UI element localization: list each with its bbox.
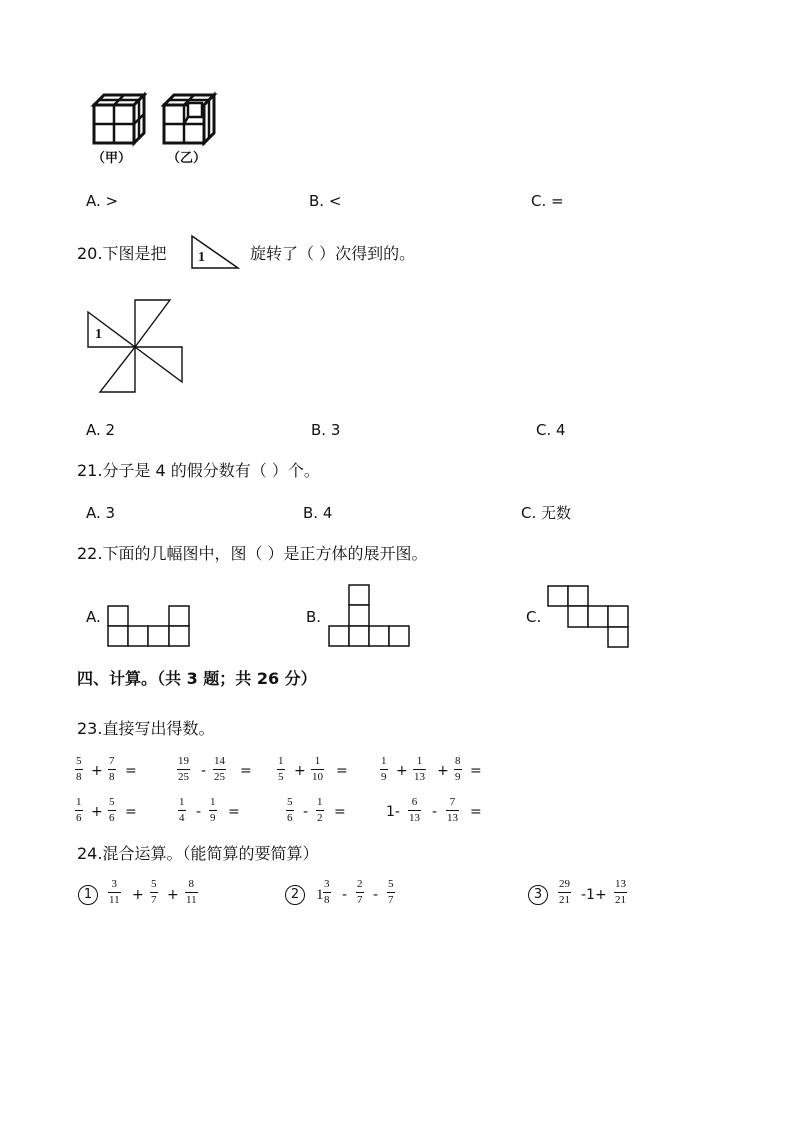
q19-option-b[interactable]: B. < <box>309 192 342 210</box>
cube-jia-label: （甲） <box>92 151 132 166</box>
q22-option-b[interactable]: B. <box>306 608 322 626</box>
cube-yi-label: （乙） <box>167 151 207 166</box>
item-marker-2: 2 <box>285 885 305 905</box>
q19-option-c[interactable]: C. = <box>531 192 564 210</box>
minus-sign: - <box>432 804 438 820</box>
fraction: $\frac{8}{11}$ <box>186 878 197 906</box>
q20-option-c[interactable]: C. 4 <box>536 421 566 439</box>
net-figure-a <box>107 605 197 650</box>
fraction: $\frac{1}{2}$ <box>317 796 323 824</box>
fraction: $\frac{5}{6}$ <box>287 796 293 824</box>
equals-sign: = <box>334 804 346 820</box>
minus-sign: - <box>201 763 207 779</box>
fraction: $\frac{7}{8}$ <box>109 755 115 783</box>
equals-sign: = <box>336 763 348 779</box>
equals-sign: = <box>470 804 482 820</box>
fraction: $\frac{6}{13}$ <box>409 796 420 824</box>
equals-sign: = <box>240 763 252 779</box>
fraction: $\frac{1}{10}$ <box>312 755 323 783</box>
minus-sign: - <box>303 804 309 820</box>
pinwheel-label: 1 <box>95 327 102 342</box>
equals-sign: = <box>470 763 482 779</box>
q22-option-c[interactable]: C. <box>526 608 542 626</box>
equals-sign: = <box>228 804 240 820</box>
minus-sign: - <box>373 887 379 903</box>
plus-sign: + <box>167 887 179 903</box>
plus-sign: + <box>91 763 103 779</box>
item-marker-1: 1 <box>78 885 98 905</box>
q19-option-a[interactable]: A. > <box>86 192 119 210</box>
q21-option-b[interactable]: B. 4 <box>303 504 333 522</box>
fraction: $\frac{1}{5}$ <box>278 755 284 783</box>
plus-sign: + <box>437 763 449 779</box>
cube-jia-figure <box>92 93 152 143</box>
fraction: $\frac{19}{25}$ <box>178 755 189 783</box>
q22-option-a[interactable]: A. <box>86 608 101 626</box>
triangle-label: 1 <box>198 250 205 265</box>
plus-sign: + <box>132 887 144 903</box>
minus-sign: - <box>342 887 348 903</box>
fraction: $\frac{14}{25}$ <box>214 755 225 783</box>
fraction: $\frac{1}{4}$ <box>179 796 185 824</box>
q21-option-a[interactable]: A. 3 <box>86 504 116 522</box>
q20-prefix: 20.下图是把 <box>77 244 167 263</box>
q22-text: 22.下面的几幅图中，图（ ）是正方体的展开图。 <box>77 544 428 563</box>
fraction: $\frac{5}{6}$ <box>109 796 115 824</box>
fraction: $\frac{1}{6}$ <box>76 796 82 824</box>
q21-text: 21.分子是 4 的假分数有（ ）个。 <box>77 461 320 480</box>
equals-sign: = <box>125 804 137 820</box>
one-minus: 1- <box>386 804 400 820</box>
q23-title: 23.直接写出得数。 <box>77 719 215 738</box>
minus-one-plus: -1+ <box>581 887 607 903</box>
fraction: $\frac{7}{13}$ <box>447 796 458 824</box>
pinwheel-figure <box>88 300 188 395</box>
net-figure-b <box>328 584 418 654</box>
q20-suffix: 旋转了（ ）次得到的。 <box>250 244 416 263</box>
fraction: $\frac{13}{21}$ <box>615 878 626 906</box>
plus-sign: + <box>396 763 408 779</box>
q21-option-c[interactable]: C. 无数 <box>521 504 572 522</box>
mixed-whole: 1 <box>316 887 324 903</box>
minus-sign: - <box>196 804 202 820</box>
cube-yi-figure <box>162 93 222 143</box>
fraction: $\frac{5}{8}$ <box>76 755 82 783</box>
q24-title: 24.混合运算。（能简算的要简算） <box>77 844 319 863</box>
fraction: $\frac{5}{7}$ <box>151 878 157 906</box>
triangle-figure <box>188 234 248 272</box>
plus-sign: + <box>294 763 306 779</box>
plus-sign: + <box>91 804 103 820</box>
section4-title: 四、计算。（共 3 题；共 26 分） <box>77 669 317 688</box>
q20-option-a[interactable]: A. 2 <box>86 421 116 439</box>
fraction: $\frac{1}{9}$ <box>210 796 216 824</box>
q20-option-b[interactable]: B. 3 <box>311 421 341 439</box>
fraction: $\frac{3}{8}$ <box>324 878 330 906</box>
fraction: $\frac{2}{7}$ <box>357 878 363 906</box>
net-figure-c <box>547 585 637 655</box>
fraction: $\frac{29}{21}$ <box>559 878 570 906</box>
fraction: $\frac{3}{11}$ <box>109 878 120 906</box>
fraction: $\frac{5}{7}$ <box>388 878 394 906</box>
fraction: $\frac{1}{13}$ <box>414 755 425 783</box>
item-marker-3: 3 <box>528 885 548 905</box>
equals-sign: = <box>125 763 137 779</box>
fraction: $\frac{1}{9}$ <box>381 755 387 783</box>
fraction: $\frac{8}{9}$ <box>455 755 461 783</box>
